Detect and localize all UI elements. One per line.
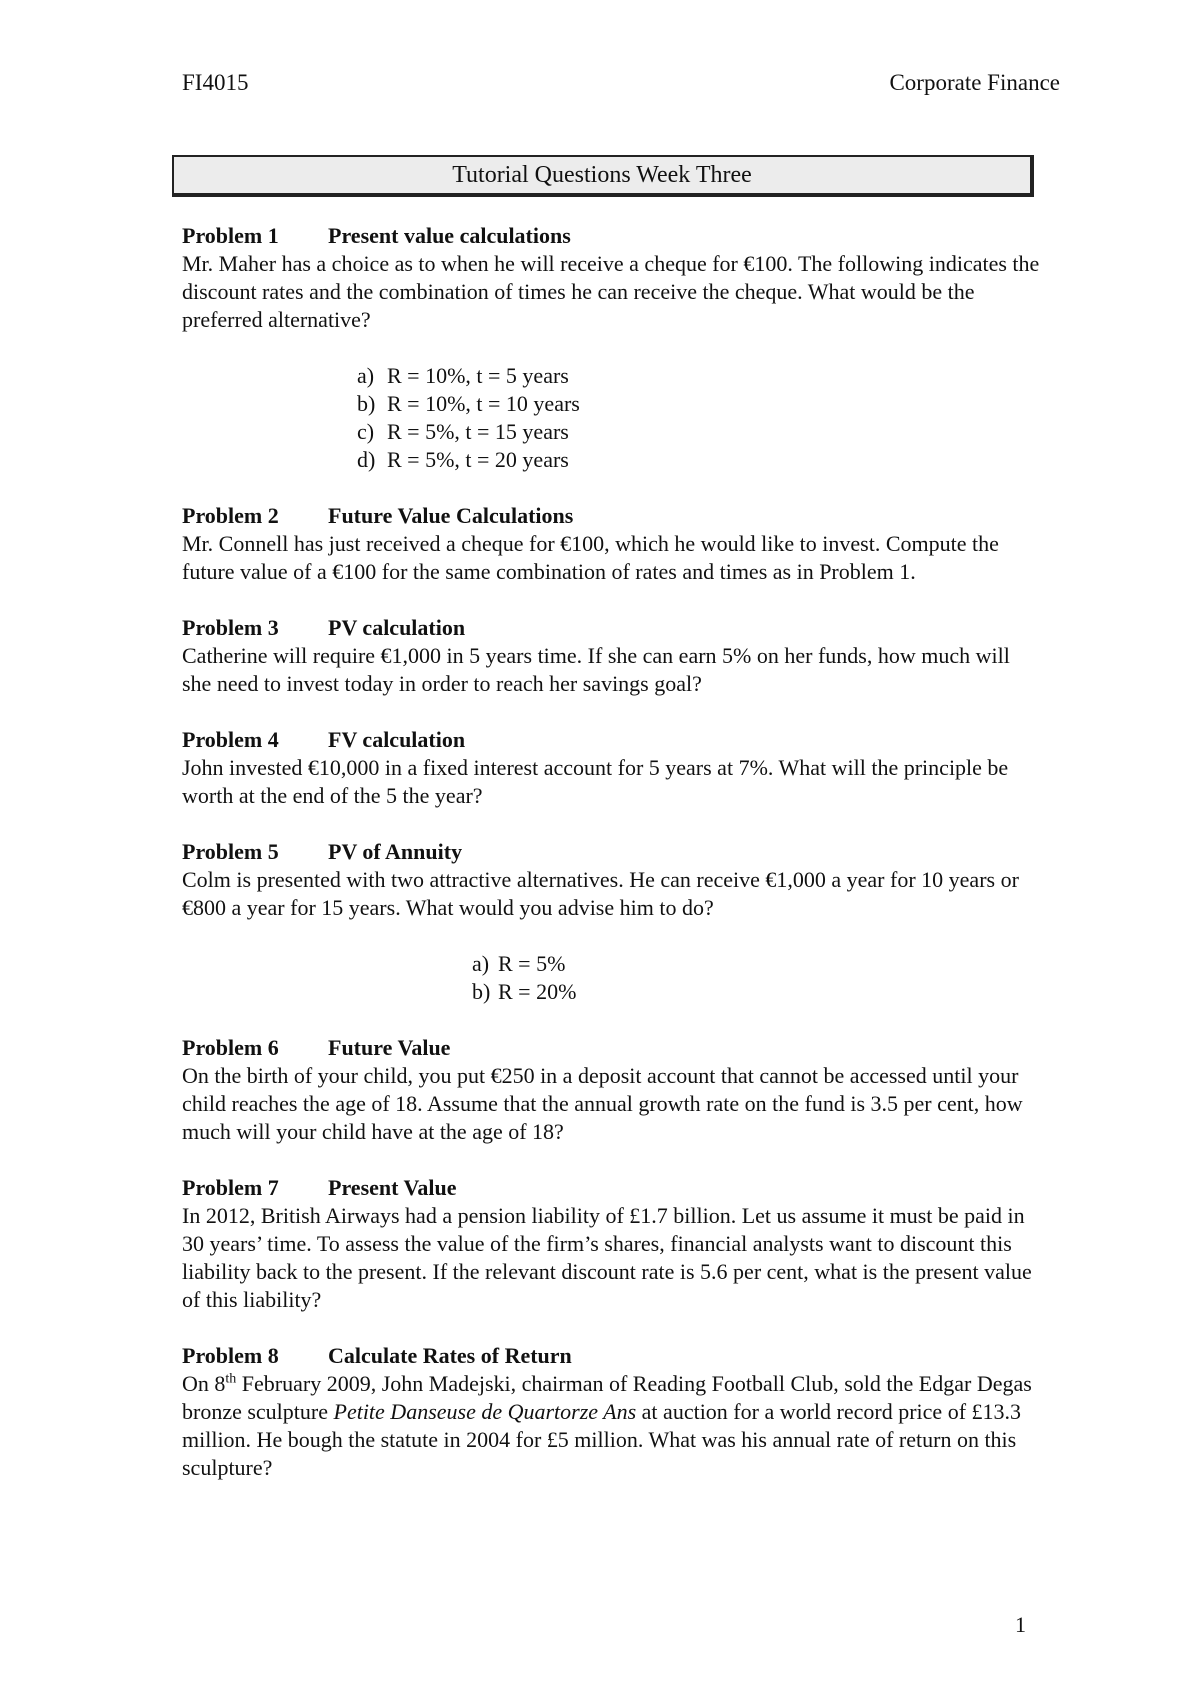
problem-text: Mr. Maher has a choice as to when he will receive a cheque for €100. The following indicates the discount rates and the combination of times he can receive the cheque. What would be the preferred alternative?: [182, 251, 1040, 332]
option-item: [357, 418, 1042, 446]
artwork-title: Petite Danseuse de Quartorze Ans: [333, 1399, 637, 1424]
option-item: [472, 978, 1042, 1006]
problem-heading: [182, 222, 1042, 250]
problem-heading: [182, 1174, 1042, 1202]
problem-text: Colm is presented with two attractive alternatives. He can receive €1,000 a year for 10 years or €800 a year for 15 years. What would you advise him to do?: [182, 867, 1019, 920]
option-text: R = 10%, t = 10 years: [387, 391, 580, 416]
problem-topic: Future Value: [328, 1035, 451, 1060]
problem-1: [182, 222, 1042, 474]
option-text: R = 5%, t = 15 years: [387, 419, 569, 444]
problem-3: [182, 614, 1042, 698]
problem-heading: [182, 726, 1042, 754]
problem-2: [182, 502, 1042, 586]
problem-number: Problem 6: [182, 1035, 279, 1060]
problem-heading: [182, 1342, 1042, 1370]
option-letter: b): [357, 391, 376, 416]
option-item: [357, 362, 1042, 390]
problem-6: [182, 1034, 1042, 1146]
problem-number: Problem 7: [182, 1175, 279, 1200]
problem-number: Problem 8: [182, 1343, 279, 1368]
option-text: R = 10%, t = 5 years: [387, 363, 569, 388]
problem-heading: [182, 614, 1042, 642]
option-text: R = 5%: [498, 951, 566, 976]
problem-8: [182, 1342, 1042, 1482]
problem-text: Catherine will require €1,000 in 5 years time. If she can earn 5% on her funds, how much will she need to invest today in order to reach her savings goal?: [182, 643, 1010, 696]
problem-list: [182, 222, 1042, 1510]
text-segment: On 8: [182, 1371, 226, 1396]
problem-number: Problem 3: [182, 615, 279, 640]
option-text: R = 5%, t = 20 years: [387, 447, 569, 472]
problem-topic: FV calculation: [328, 727, 466, 752]
course-name: Corporate Finance: [889, 70, 1060, 95]
problem-topic: Calculate Rates of Return: [328, 1343, 572, 1368]
problem-heading: [182, 502, 1042, 530]
problem-text: John invested €10,000 in a fixed interest account for 5 years at 7%. What will the principle be worth at the end of the 5 the year?: [182, 755, 1009, 808]
problem-text: On the birth of your child, you put €250 in a deposit account that cannot be accessed until your child reaches the age of 18. Assume that the annual growth rate on the fund is 3.5 per cent, how much will your child have at the age of 18?: [182, 1063, 1023, 1144]
problem-number: Problem 2: [182, 503, 279, 528]
problem-number: Problem 5: [182, 839, 279, 864]
option-text: R = 20%: [498, 979, 577, 1004]
option-letter: b): [472, 979, 491, 1004]
problem-topic: Future Value Calculations: [328, 503, 574, 528]
problem-text: Mr. Connell has just received a cheque for €100, which he would like to invest. Compute the future value of a €100 for the same combination of rates and times as in Problem 1.: [182, 531, 999, 584]
problem-5: [182, 838, 1042, 1006]
option-list: [182, 362, 1042, 474]
problem-heading: [182, 838, 1042, 866]
problem-7: [182, 1174, 1042, 1314]
course-code: FI4015: [182, 70, 249, 95]
problem-number: Problem 4: [182, 727, 279, 752]
page-title: Tutorial Questions Week Three: [452, 161, 752, 188]
option-letter: a): [357, 363, 375, 388]
option-letter: a): [472, 951, 490, 976]
page-title-box: [172, 155, 1034, 197]
problem-topic: PV of Annuity: [328, 839, 463, 864]
problem-topic: Present value calculations: [328, 223, 571, 248]
option-item: [472, 950, 1042, 978]
text-segment: at auction for a world record price of £13.3 million. He bough the statute in 2004 for £5 million. What was his annual rate of return on this sculpture?: [182, 1399, 1022, 1480]
text-segment: February 2009, John Madejski, chairman of Reading Football Club, sold the Edgar Degas bronze sculpture: [182, 1371, 1032, 1424]
option-list: [182, 950, 1042, 1006]
problem-topic: PV calculation: [328, 615, 466, 640]
ordinal-suffix: th: [225, 1371, 237, 1387]
option-item: [357, 390, 1042, 418]
option-item: [357, 446, 1042, 474]
problem-topic: Present Value: [328, 1175, 457, 1200]
problem-text: In 2012, British Airways had a pension liability of £1.7 billion. Let us assume it must be paid in 30 years’ time. To assess the value of the firm’s shares, financial analysts want to discount this liability back to the present. If the relevant discount rate is 5.6 per cent, what is the present value of this liability?: [182, 1203, 1032, 1312]
option-letter: d): [357, 447, 376, 472]
option-letter: c): [357, 419, 375, 444]
page-number: 1: [1015, 1612, 1026, 1637]
problem-number: Problem 1: [182, 223, 279, 248]
problem-4: [182, 726, 1042, 810]
problem-text: [182, 1370, 1042, 1482]
problem-heading: [182, 1034, 1042, 1062]
